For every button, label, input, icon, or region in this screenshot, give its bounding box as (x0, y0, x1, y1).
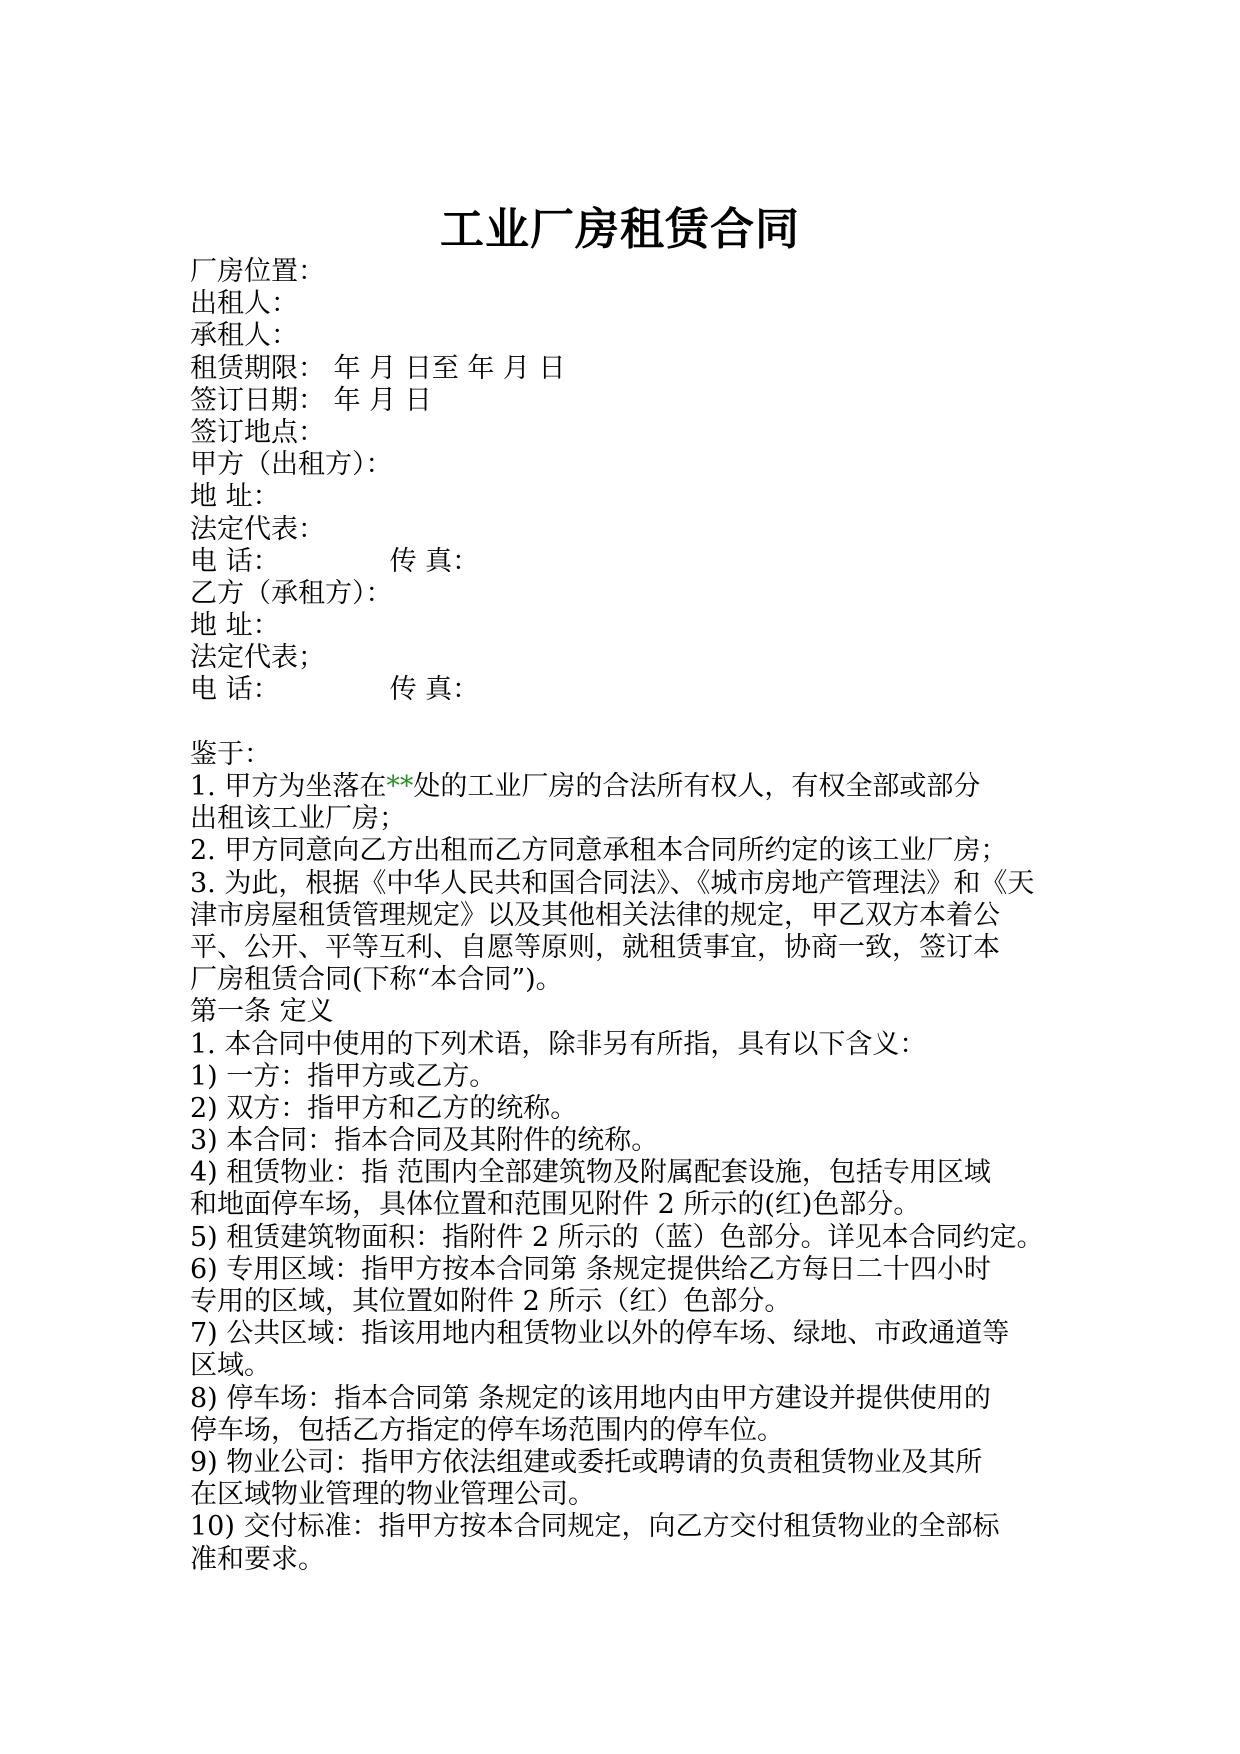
party-b-address: 地 址： (190, 610, 280, 642)
field-lessor: 出租人： (190, 288, 298, 320)
placeholder-mark: ** (386, 771, 414, 802)
definition-3: 3) 本合同：指本合同及其附件的统称。 (190, 1125, 659, 1157)
whereas-item-3: 3. 为此，根据《中华人民共和国合同法》、《城市房地产管理法》和《天 (190, 867, 1035, 899)
field-lease-term: 租赁期限： 年 月 日至 年 月 日 (190, 352, 566, 384)
article-1-heading: 第一条 定义 (190, 996, 334, 1028)
definition-2: 2) 双方：指甲方和乙方的统称。 (190, 1092, 578, 1124)
party-a-heading: 甲方（出租方）： (190, 449, 393, 481)
definition-1: 1) 一方：指甲方或乙方。 (190, 1060, 497, 1092)
definition-10: 10) 交付标准：指甲方按本合同规定，向乙方交付租赁物业的全部标 (190, 1511, 1000, 1543)
field-lessee: 承租人： (190, 320, 298, 352)
party-b-contact (190, 674, 1070, 706)
whereas-item-3-cont: 厂房租赁合同(下称“本合同”)。 (190, 964, 563, 996)
party-a-address: 地 址： (190, 481, 280, 513)
whereas-heading: 鉴于： (190, 738, 271, 770)
field-sign-place: 签订地点： (190, 416, 325, 448)
definition-6: 6) 专用区域：指甲方按本合同第 条规定提供给乙方每日二十四小时 (190, 1253, 991, 1285)
party-a-phone: 电 话： (190, 545, 280, 577)
party-b-phone: 电 话： (190, 674, 280, 706)
definition-4-cont: 和地面停车场，具体位置和范围见附件 2 所示的(红)色部分。 (190, 1189, 921, 1221)
whereas-item-1 (190, 771, 1070, 803)
contract-body (190, 256, 1070, 1576)
definition-4: 4) 租赁物业：指 范围内全部建筑物及附属配套设施，包括专用区域 (190, 1157, 991, 1189)
definition-6-cont: 专用的区域，其位置如附件 2 所示（红）色部分。 (190, 1286, 792, 1317)
definition-7-cont: 区域。 (190, 1350, 271, 1382)
definition-7: 7) 公共区域：指该用地内租赁物业以外的停车场、绿地、市政通道等 (190, 1318, 1010, 1350)
field-factory-location: 厂房位置： (190, 256, 325, 287)
whereas-item-2: 2. 甲方同意向乙方出租而乙方同意承租本合同所约定的该工业厂房； (190, 835, 1008, 867)
whereas-item-1-prefix: 1. 甲方为坐落在 (190, 771, 387, 802)
blank-line (190, 707, 1070, 739)
definition-8-cont: 停车场，包括乙方指定的停车场范围内的停车位。 (190, 1414, 784, 1446)
document-title: 工业厂房租赁合同 (440, 204, 800, 255)
party-b-heading: 乙方（承租方）： (190, 577, 393, 609)
definition-9: 9) 物业公司：指甲方依法组建或委托或聘请的负责租赁物业及其所 (190, 1446, 983, 1478)
party-a-contact (190, 546, 1070, 578)
party-b-fax: 传 真： (389, 674, 480, 706)
party-b-legal-rep: 法定代表； (190, 642, 325, 674)
article-1-intro: 1. 本合同中使用的下列术语，除非另有所指，具有以下含义： (190, 1028, 927, 1060)
whereas-item-1-rest: 处的工业厂房的合法所有权人，有权全部或部分 (413, 771, 981, 802)
whereas-item-1-cont: 出租该工业厂房； (190, 803, 406, 835)
definition-5: 5) 租赁建筑物面积：指附件 2 所示的（蓝）色部分。详见本合同约定。 (190, 1221, 1044, 1253)
party-a-legal-rep: 法定代表： (190, 513, 325, 545)
party-a-fax: 传 真： (389, 545, 480, 577)
whereas-item-3-cont: 平、公开、平等互利、自愿等原则，就租赁事宜，协商一致，签订本 (190, 931, 1000, 963)
definition-8: 8) 停车场：指本合同第 条规定的该用地内由甲方建设并提供使用的 (190, 1382, 991, 1414)
definition-10-cont: 准和要求。 (190, 1543, 325, 1575)
field-sign-date: 签订日期： 年 月 日 (190, 384, 432, 416)
definition-9-cont: 在区域物业管理的物业管理公司。 (190, 1479, 595, 1511)
whereas-item-3-cont: 津市房屋租赁管理规定》以及其他相关法律的规定，甲乙双方本着公 (190, 899, 1000, 931)
